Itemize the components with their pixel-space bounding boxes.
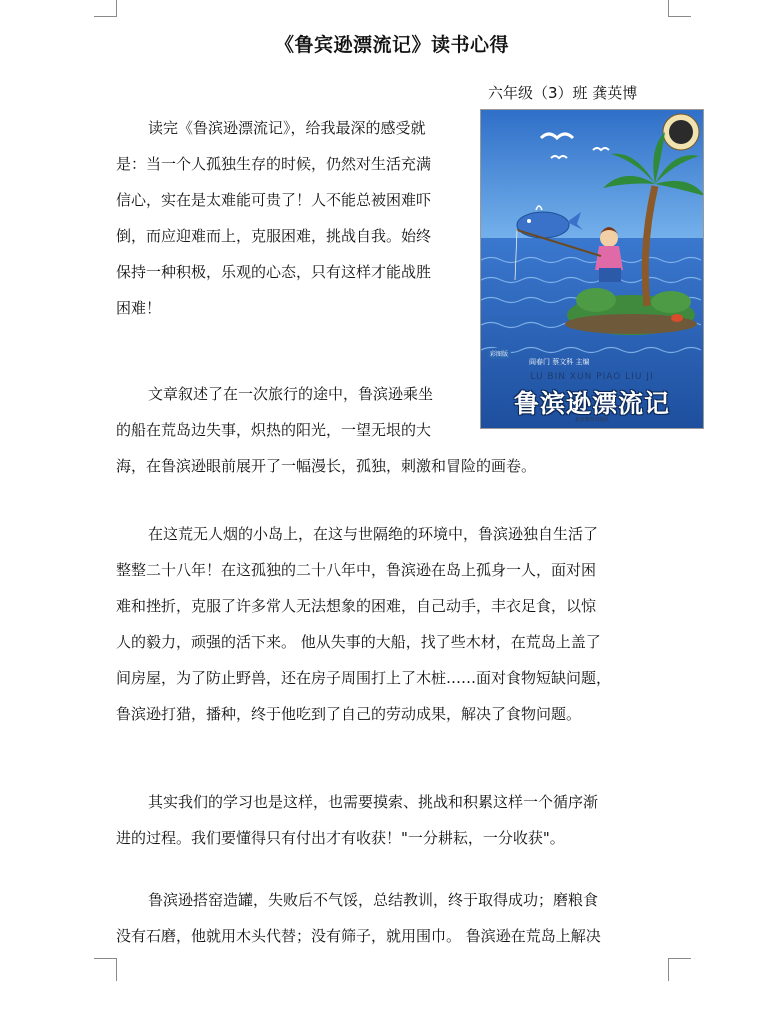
text-line: 没有石磨，他就用木头代替；没有筛子，就用围巾。 鲁滨逊在荒岛上解决 bbox=[116, 927, 601, 945]
paragraph-5[interactable] bbox=[116, 882, 601, 954]
text-line: 读完《鲁滨逊漂流记》，给我最深的感受就 bbox=[148, 119, 426, 137]
text-line: 信心，实在是太难能可贵了！人不能总被困难吓 bbox=[116, 191, 432, 209]
text-line: 其实我们的学习也是这样，也需要摸索、挑战和积累这样一个循序渐 bbox=[148, 793, 599, 811]
text-line: 文章叙述了在一次旅行的途中，鲁滨逊乘坐 bbox=[148, 385, 434, 403]
text-line: 鲁滨逊搭窑造罐，失败后不气馁，总结教训，终于取得成功；磨粮食 bbox=[148, 891, 599, 909]
text-line: 鲁滨逊打猎，播种，终于他吃到了自己的劳动成果，解决了食物问题。 bbox=[116, 705, 582, 723]
paragraph-1[interactable] bbox=[116, 110, 431, 326]
paragraph-3[interactable] bbox=[116, 516, 611, 732]
text-line: 困难！ bbox=[116, 299, 162, 317]
cover-editors: 阎春门 蔡文科 主编 bbox=[529, 358, 590, 366]
cover-pinyin-title: LU BIN XUN PIAO LIU JI bbox=[530, 372, 654, 382]
text-line: 人的毅力，顽强的活下来。 他从失事的大船，找了些木材，在荒岛上盖了 bbox=[116, 633, 601, 651]
cover-badge: 彩图版 bbox=[487, 348, 511, 359]
document-title[interactable]: 《鲁宾逊漂流记》读书心得 bbox=[274, 34, 509, 56]
text-line: 海，在鲁滨逊眼前展开了一幅漫长，孤独，刺激和冒险的画卷。 bbox=[116, 457, 537, 475]
cover-publisher: 北京教育出版社 bbox=[574, 417, 610, 423]
text-line: 是：当一个人孤独生存的时候，仍然对生活充满 bbox=[116, 155, 432, 173]
text-line: 进的过程。我们要懂得只有付出才有收获！"一分耕耘，一分收获"。 bbox=[116, 829, 565, 847]
text-line: 难和挫折，克服了许多常人无法想象的困难，自己动手，丰衣足食，以惊 bbox=[116, 597, 597, 615]
crop-mark-top-left bbox=[94, 0, 117, 17]
paragraph-4[interactable] bbox=[116, 784, 598, 856]
cover-title: 鲁滨逊漂流记 bbox=[513, 389, 670, 418]
book-cover-image[interactable] bbox=[480, 109, 704, 429]
text-line: 在这荒无人烟的小岛上，在这与世隔绝的环境中，鲁滨逊独自生活了 bbox=[148, 525, 599, 543]
crop-mark-bottom-right bbox=[668, 958, 691, 981]
text-line: 倒，而应迎难而上，克服困难，挑战自我。始终 bbox=[116, 227, 432, 245]
crop-mark-bottom-left bbox=[94, 958, 117, 981]
text-line: 保持一种积极，乐观的心态，只有这样才能战胜 bbox=[116, 263, 432, 281]
author-line[interactable]: 六年级（3）班 龚英博 bbox=[488, 84, 638, 102]
text-line: 整整二十八年！在这孤独的二十八年中，鲁滨逊在岛上孤身一人，面对困 bbox=[116, 561, 597, 579]
text-line: 间房屋，为了防止野兽，还在房子周围打上了木桩……面对食物短缺问题， bbox=[116, 669, 612, 687]
crop-mark-top-right bbox=[668, 0, 691, 17]
paragraph-2[interactable] bbox=[116, 376, 536, 484]
text-line: 的船在荒岛边失事，炽热的阳光，一望无垠的大 bbox=[116, 421, 432, 439]
